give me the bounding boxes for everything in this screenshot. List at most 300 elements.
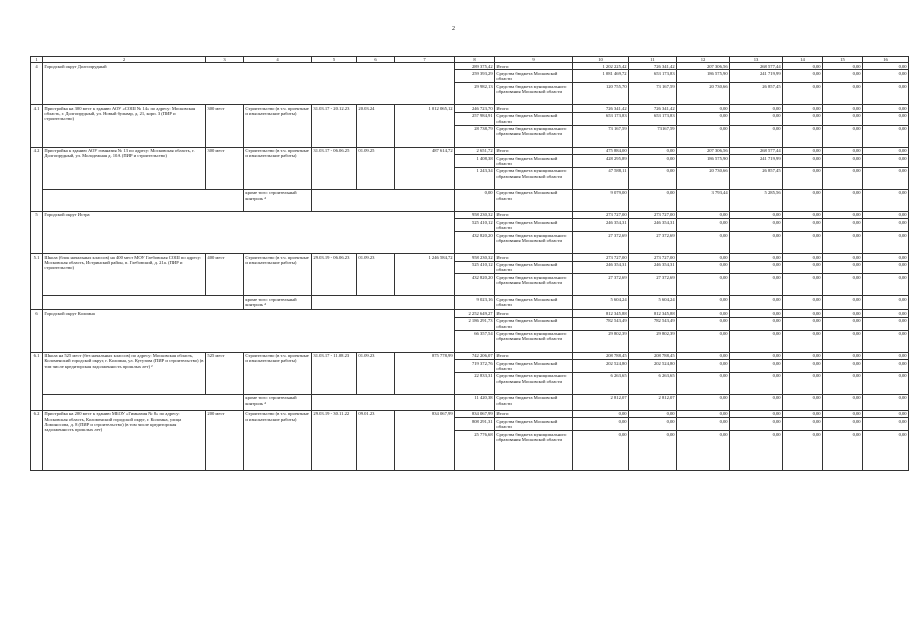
table-cell: 0,00: [783, 70, 823, 83]
table-cell: 26 857,45: [730, 167, 783, 189]
table-cell: 0,00: [823, 261, 863, 274]
table-cell: 01.09.23: [357, 254, 395, 296]
table-cell: Итого:: [495, 63, 573, 70]
table-row: [31, 147, 909, 154]
table-cell: 27 372,69: [573, 274, 629, 296]
table-cell: 0,00: [783, 394, 823, 410]
header-cell: 2: [43, 57, 206, 63]
table-cell: Итого:: [495, 254, 573, 261]
table-cell: 0,00: [823, 189, 863, 211]
table-cell: 273 727,00: [629, 211, 677, 218]
table-cell: 0,00: [783, 372, 823, 394]
table-cell: 0,00: [863, 232, 909, 254]
table-cell: [312, 296, 455, 310]
page-number: 2: [452, 26, 455, 32]
table-cell: 0,00: [730, 418, 783, 431]
table-cell: 257 984,91: [455, 112, 495, 125]
table-cell: 9 079,00: [573, 189, 629, 211]
table-cell: 241 719,99: [730, 155, 783, 168]
table-cell: Средства бюджета муниципального образования Московской области: [495, 167, 573, 189]
table-cell: Средства бюджета муниципального образования Московской области: [495, 125, 573, 147]
header-cell: 3: [206, 57, 244, 63]
table-cell: 0,00: [823, 112, 863, 125]
table-cell: 241 719,99: [730, 70, 783, 83]
table-cell: 653 173,83: [573, 112, 629, 125]
table-cell: 0,00: [677, 418, 730, 431]
table-cell: 2 651,72: [455, 147, 495, 154]
table-cell: 0,00: [823, 167, 863, 189]
table-cell: 0,00: [863, 330, 909, 352]
table-cell: 0,00: [677, 317, 730, 330]
header-cell: 12: [677, 57, 730, 63]
table-cell: 525 мест: [206, 352, 244, 394]
table-cell: 11 420,38: [455, 394, 495, 410]
table-cell: 0,00: [730, 112, 783, 125]
table-cell: 812 345,88: [573, 310, 629, 317]
table-cell: 0,00: [823, 274, 863, 296]
table-cell: Средства бюджета Московской области: [495, 219, 573, 232]
table-cell: 0,00: [823, 418, 863, 431]
table-cell: Итого:: [495, 147, 573, 154]
table-cell: 6 263,65: [629, 372, 677, 394]
table-cell: 0,00: [863, 125, 909, 147]
table-cell: 0,00: [863, 317, 909, 330]
table-cell: 20 730,66: [677, 83, 730, 105]
table-cell: Итого:: [495, 310, 573, 317]
table-cell: 6.2: [31, 410, 43, 470]
table-body: [31, 57, 909, 471]
table-cell: кроме того: строительный контроль ⁴: [244, 296, 312, 310]
table-cell: 20.03.24: [357, 105, 395, 147]
header-cell: 13: [730, 57, 783, 63]
table-cell: 0,00: [863, 360, 909, 373]
table-cell: 27 372,69: [629, 232, 677, 254]
table-cell: 0,00: [863, 155, 909, 168]
header-cell: 1: [31, 57, 43, 63]
table-cell: 812 345,88: [629, 310, 677, 317]
table-cell: 31.03.17 - 11.08.23: [312, 352, 357, 394]
table-cell: 958 230,32: [455, 211, 495, 218]
table-cell: Средства бюджета Московской области: [495, 70, 573, 83]
table-cell: Школа на 525 мест (без начальных классов) по адресу: Московская область, Коломенский городской округ, г. Коломна, ул. Кутузова (ПИР и строительство) (в том числе кредиторская задолженность прошлых лет) ²: [43, 352, 206, 394]
table-cell: Средства бюджета муниципального образования Московской области: [495, 83, 573, 105]
table-cell: 0,00: [823, 352, 863, 359]
table-cell: кроме того: строительный контроль ⁴: [244, 189, 312, 211]
table-cell: 0,00: [629, 431, 677, 471]
table-cell: Пристройка на 200 мест к зданию МБОУ «Гимназия № 8» по адресу: Московская область, Коломенский городской округ, г. Коломна, улица Ломоносова, д. 8 (ПИР и строительство) (в том числе кредиторская задолженность прошлых лет): [43, 410, 206, 470]
table-cell: 207 306,56: [677, 147, 730, 154]
table-cell: 0,00: [823, 155, 863, 168]
table-cell: 0,00: [863, 211, 909, 218]
table-cell: 259 393,29: [455, 70, 495, 83]
table-cell: 0,00: [863, 274, 909, 296]
table-cell: 2 812,07: [629, 394, 677, 410]
table-cell: 0,00: [677, 352, 730, 359]
table-cell: 0,00: [783, 219, 823, 232]
table-cell: 0,00: [730, 105, 783, 112]
table-cell: 1 243,34: [455, 167, 495, 189]
table-cell: [312, 189, 455, 211]
table-cell: 29 802,39: [573, 330, 629, 352]
table-row: [31, 296, 909, 310]
table-cell: Городской округ Долгопрудный: [43, 63, 455, 105]
table-cell: 0,00: [863, 105, 909, 112]
table-cell: 0,00: [629, 189, 677, 211]
table-cell: 0,00: [783, 167, 823, 189]
table-cell: 0,00: [783, 330, 823, 352]
table-cell: Строительство (в т.ч. проектные и изыскательские работы): [244, 352, 312, 394]
table-cell: 3 793,44: [677, 189, 730, 211]
table-cell: 475 884,00: [573, 147, 629, 154]
table-cell: 0,00: [783, 261, 823, 274]
header-cell: 9: [495, 57, 573, 63]
table-cell: 2 252 649,27: [455, 310, 495, 317]
table-cell: Городской округ Коломна: [43, 310, 455, 352]
table-cell: 22 833,31: [455, 372, 495, 394]
table-cell: Строительство (в т.ч. проектные и изыскательские работы): [244, 254, 312, 296]
header-cell: 10: [573, 57, 629, 63]
table-cell: 300 мест: [206, 105, 244, 147]
table-cell: 0,00: [730, 310, 783, 317]
table-cell: 0,00: [677, 232, 730, 254]
table-cell: Пристройка на 300 мест к зданию АОУ «СОШ № 14» по адресу: Московская область, г. Долгопрудный, ул. Новый бульвар, д. 21, корп. 3 (ПИР и строительство): [43, 105, 206, 147]
table-cell: 0,00: [863, 261, 909, 274]
table-cell: 0,00: [783, 310, 823, 317]
table-cell: 202 524,80: [573, 360, 629, 373]
table-row: [31, 189, 909, 211]
table-cell: 0,00: [823, 330, 863, 352]
header-cell: 15: [823, 57, 863, 63]
table-cell: 0,00: [677, 261, 730, 274]
table-cell: 0,00: [783, 112, 823, 125]
table-cell: 246 723,70: [455, 105, 495, 112]
table-cell: 27 372,69: [629, 274, 677, 296]
header-cell: 14: [783, 57, 823, 63]
table-cell: 208 788,45: [629, 352, 677, 359]
table-cell: 958 230,32: [455, 254, 495, 261]
table-cell: 0,00: [455, 189, 495, 211]
header-cell: 7: [395, 57, 455, 63]
table-cell: 207 306,56: [677, 63, 730, 70]
table-cell: 25 776,68: [455, 431, 495, 471]
table-cell: 6 263,65: [573, 372, 629, 394]
table-cell: [43, 394, 244, 410]
table-row: [31, 105, 909, 112]
table-cell: 66 357,54: [455, 330, 495, 352]
table-cell: 5 604,24: [573, 296, 629, 310]
table-cell: 653 173,83: [629, 70, 677, 83]
table-cell: 0,00: [677, 372, 730, 394]
table-cell: 73 167,59: [629, 83, 677, 105]
table-cell: 0,00: [730, 232, 783, 254]
table-cell: 0,00: [677, 211, 730, 218]
table-cell: 0,00: [823, 232, 863, 254]
table-cell: Средства бюджета Московской области: [495, 296, 573, 310]
table-cell: 31.03.17 - 06.06.25: [312, 147, 357, 189]
table-cell: 0,00: [730, 317, 783, 330]
table-cell: Строительство (в т.ч. проектные и изыскательские работы): [244, 147, 312, 189]
table-cell: 28 738,79: [455, 125, 495, 147]
table-cell: 0,00: [823, 147, 863, 154]
table-cell: 0,00: [629, 155, 677, 168]
table-cell: 6: [31, 310, 43, 352]
table-cell: 0,00: [823, 372, 863, 394]
table-cell: [312, 394, 455, 410]
table-cell: 726 341,42: [629, 105, 677, 112]
table-cell: 0,00: [783, 410, 823, 417]
table-cell: Средства бюджета Московской области: [495, 394, 573, 410]
table-cell: 0,00: [677, 254, 730, 261]
table-cell: 0,00: [823, 219, 863, 232]
table-cell: 120 755,70: [573, 83, 629, 105]
table-cell: 0,00: [783, 254, 823, 261]
table-cell: 246 354,31: [573, 219, 629, 232]
table-cell: 0,00: [863, 431, 909, 471]
table-cell: 0,00: [783, 431, 823, 471]
table-cell: 0,00: [863, 189, 909, 211]
table-cell: 2 186 291,73: [455, 317, 495, 330]
table-cell: 0,00: [823, 296, 863, 310]
table-cell: 525 410,12: [455, 219, 495, 232]
table-cell: 0,00: [863, 296, 909, 310]
table-cell: 0,00: [730, 274, 783, 296]
table-row: [31, 394, 909, 410]
table-cell: 0,00: [823, 211, 863, 218]
table-cell: 268 577,44: [730, 63, 783, 70]
table-cell: 1 012 065,12: [395, 105, 455, 147]
table-cell: 726 341,42: [573, 105, 629, 112]
table-cell: 0,00: [677, 105, 730, 112]
table-cell: 268 577,44: [730, 147, 783, 154]
table-cell: 29.03.19 - 06.06.23: [312, 254, 357, 296]
table-cell: 26 857,45: [730, 83, 783, 105]
table-cell: Строительство (в т.ч. проектные и изыскательские работы): [244, 410, 312, 470]
table-cell: 0,00: [629, 147, 677, 154]
table-cell: [43, 296, 244, 310]
table-cell: 834 067,99: [395, 410, 455, 470]
table-cell: Средства бюджета Московской области: [495, 317, 573, 330]
table-cell: 719 372,76: [455, 360, 495, 373]
table-cell: Средства бюджета Московской области: [495, 155, 573, 168]
header-cell: 16: [863, 57, 909, 63]
table-cell: 29 802,39: [629, 330, 677, 352]
table-cell: 525 410,12: [455, 261, 495, 274]
table-cell: 6.1: [31, 352, 43, 410]
table-cell: 0,00: [730, 431, 783, 471]
table-cell: 0,00: [863, 219, 909, 232]
table-cell: 808 291,31: [455, 418, 495, 431]
table-cell: 0,00: [823, 360, 863, 373]
table-cell: 2 812,07: [573, 394, 629, 410]
table-cell: 0,00: [629, 418, 677, 431]
table-row: [31, 211, 909, 218]
table-cell: 0,00: [677, 296, 730, 310]
header-cell: 5: [312, 57, 357, 63]
header-cell: 4: [244, 57, 312, 63]
table-cell: 1 081 469,72: [573, 70, 629, 83]
table-cell: 0,00: [730, 254, 783, 261]
table-cell: 1 246 584,72: [395, 254, 455, 296]
table-cell: Средства бюджета Московской области: [495, 360, 573, 373]
table-cell: Пристройка к зданию АОУ гимназия № 13 по адресу: Московская область, г. Долгопрудный, ул. Молодежная д. 10А (ПИР и строительство): [43, 147, 206, 189]
table-cell: 487 614,72: [395, 147, 455, 189]
table-cell: Итого:: [495, 105, 573, 112]
table-row: [31, 310, 909, 317]
table-cell: Городской округ Истра: [43, 211, 455, 253]
table-cell: 0,00: [730, 372, 783, 394]
table-cell: Итого:: [495, 410, 573, 417]
table-cell: 0,00: [677, 310, 730, 317]
table-cell: 01.09.25: [357, 147, 395, 189]
table-cell: 0,00: [573, 410, 629, 417]
table-cell: 782 543,49: [629, 317, 677, 330]
table-cell: 726 341,42: [629, 63, 677, 70]
table-cell: 31.03.17 - 20.12.23: [312, 105, 357, 147]
table-cell: 202 524,80: [629, 360, 677, 373]
table-cell: 0,00: [573, 431, 629, 471]
table-cell: 0,00: [823, 431, 863, 471]
table-cell: 0,00: [783, 274, 823, 296]
table-cell: 0,00: [677, 330, 730, 352]
table-cell: 0,00: [730, 219, 783, 232]
table-cell: 0,00: [629, 167, 677, 189]
table-cell: 0,00: [863, 410, 909, 417]
table-cell: 0,00: [783, 211, 823, 218]
table-row: [31, 352, 909, 359]
table-cell: 0,00: [823, 63, 863, 70]
table-cell: 428 295,89: [573, 155, 629, 168]
table-cell: 20 730,66: [677, 167, 730, 189]
table-cell: 0,00: [783, 105, 823, 112]
header-cell: 6: [357, 57, 395, 63]
table-cell: 0,00: [783, 232, 823, 254]
table-cell: 273 727,00: [573, 211, 629, 218]
table-cell: 653 173,83: [629, 112, 677, 125]
table-cell: 0,00: [677, 360, 730, 373]
table-cell: 73167,59: [629, 125, 677, 147]
table-cell: 0,00: [573, 418, 629, 431]
table-cell: 0,00: [863, 352, 909, 359]
table-cell: 0,00: [863, 63, 909, 70]
table-cell: 273 727,00: [629, 254, 677, 261]
table-cell: 0,00: [823, 254, 863, 261]
header-cell: 8: [455, 57, 495, 63]
table-cell: 0,00: [863, 147, 909, 154]
table-cell: 200 мест: [206, 410, 244, 470]
table-cell: 4.1: [31, 105, 43, 147]
table-cell: Средства бюджета муниципального образования Московской области: [495, 431, 573, 471]
table-cell: 834 067,99: [455, 410, 495, 417]
table-cell: 0,00: [677, 274, 730, 296]
header-cell: 11: [629, 57, 677, 63]
table-cell: 0,00: [863, 112, 909, 125]
table-cell: 0,00: [629, 410, 677, 417]
table-cell: [43, 189, 244, 211]
table-cell: 09.01.23: [357, 410, 395, 470]
table-cell: 246 354,31: [629, 261, 677, 274]
table-cell: 0,00: [823, 410, 863, 417]
table-cell: 27 372,69: [573, 232, 629, 254]
table-cell: 432 820,20: [455, 232, 495, 254]
table-cell: 29.03.19 - 30.11.22: [312, 410, 357, 470]
table-cell: 0,00: [730, 261, 783, 274]
table-cell: 0,00: [730, 360, 783, 373]
table-cell: Итого:: [495, 211, 573, 218]
table-cell: Итого:: [495, 352, 573, 359]
table-cell: 432 820,20: [455, 274, 495, 296]
table-cell: 0,00: [823, 70, 863, 83]
table-cell: 0,00: [730, 410, 783, 417]
table-cell: 0,00: [783, 155, 823, 168]
table-cell: 0,00: [677, 125, 730, 147]
table-row: [31, 410, 909, 417]
table-cell: 0,00: [783, 189, 823, 211]
table-cell: 0,00: [863, 254, 909, 261]
table-cell: 186 575,90: [677, 70, 730, 83]
table-cell: 9 023,16: [455, 296, 495, 310]
table-cell: 0,00: [863, 310, 909, 317]
table-cell: 782 543,49: [573, 317, 629, 330]
table-cell: 4.2: [31, 147, 43, 211]
table-cell: 246 354,31: [629, 219, 677, 232]
table-cell: 0,00: [677, 431, 730, 471]
table-cell: 5.1: [31, 254, 43, 310]
table-cell: 0,00: [863, 83, 909, 105]
table-cell: Школа (блок начальных классов) на 400 мест МОУ Глебовская СОШ по адресу: Московская область, Истринский район, п. Глебовский, д. 21а. (ПИР и строительство): [43, 254, 206, 296]
table-cell: 73 167,59: [573, 125, 629, 147]
table-cell: 0,00: [823, 125, 863, 147]
table-cell: 0,00: [730, 330, 783, 352]
table-cell: Строительство (в т.ч. проектные и изыскательские работы): [244, 105, 312, 147]
table-cell: Средства бюджета муниципального образования Московской области: [495, 274, 573, 296]
table-cell: Средства бюджета Московской области: [495, 418, 573, 431]
table-cell: 0,00: [783, 360, 823, 373]
table-cell: 186 575,90: [677, 155, 730, 168]
table-cell: 0,00: [863, 372, 909, 394]
table-cell: 289 375,42: [455, 63, 495, 70]
table-cell: Средства бюджета Московской области: [495, 112, 573, 125]
table-cell: Средства бюджета Московской области: [495, 261, 573, 274]
table-row: [31, 254, 909, 261]
table-cell: 273 727,00: [573, 254, 629, 261]
table-cell: 0,00: [730, 394, 783, 410]
table-cell: 742 206,07: [455, 352, 495, 359]
table-cell: Средства бюджета муниципального образования Московской области: [495, 232, 573, 254]
table-cell: 29 982,13: [455, 83, 495, 105]
table-cell: 0,00: [783, 63, 823, 70]
table-cell: 0,00: [730, 125, 783, 147]
table-cell: 0,00: [863, 70, 909, 83]
table-cell: 0,00: [783, 83, 823, 105]
table-cell: 0,00: [783, 317, 823, 330]
table-cell: 0,00: [783, 125, 823, 147]
table-cell: 0,00: [677, 219, 730, 232]
table-cell: Средства бюджета Московской области: [495, 189, 573, 211]
table-cell: 0,00: [863, 418, 909, 431]
table-cell: 0,00: [823, 83, 863, 105]
table-cell: 0,00: [730, 352, 783, 359]
table-cell: 01.09.23: [357, 352, 395, 394]
table-cell: 0,00: [677, 112, 730, 125]
table-cell: 4: [31, 63, 43, 105]
table-cell: 1 408,38: [455, 155, 495, 168]
table-cell: 5 285,56: [730, 189, 783, 211]
table-cell: 0,00: [783, 352, 823, 359]
table-cell: 246 354,31: [573, 261, 629, 274]
table-cell: 47 588,11: [573, 167, 629, 189]
table-cell: 0,00: [730, 296, 783, 310]
table-cell: кроме того: строительный контроль ⁴: [244, 394, 312, 410]
